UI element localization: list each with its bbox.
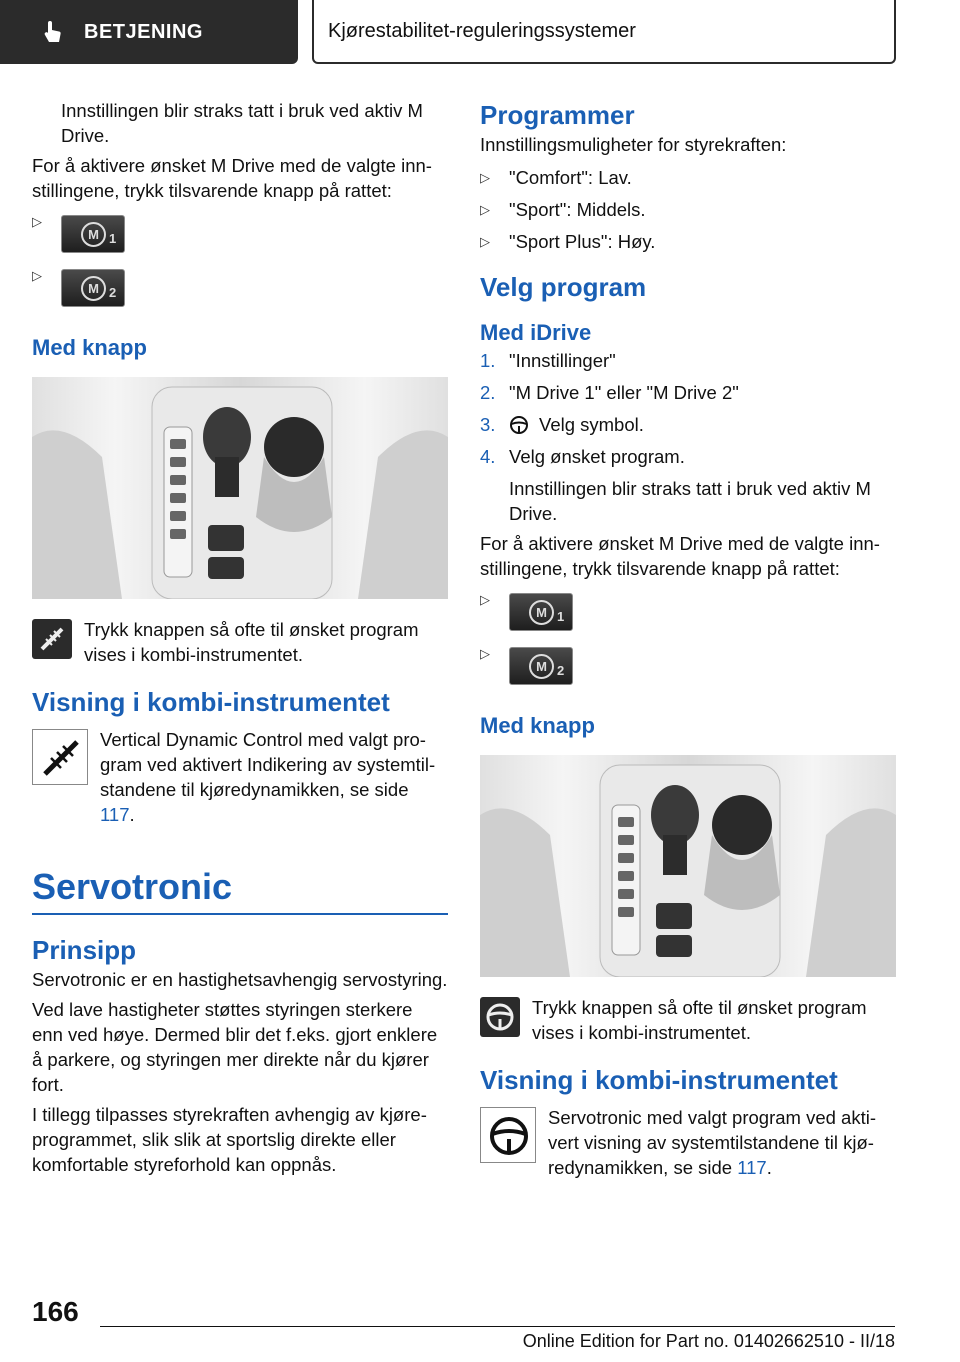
steering-wheel-icon <box>480 997 520 1037</box>
heading-principle: Prinsipp <box>32 935 137 965</box>
paragraph: Servotronic er en hastighetsavhengig servostyring. <box>32 969 448 990</box>
step-item: 3. Velg symbol. <box>480 414 644 435</box>
left-column <box>32 98 448 1182</box>
step-item: 1. "Innstillinger" <box>480 350 616 371</box>
page-link[interactable]: 117 <box>100 804 130 825</box>
triangle-bullet-icon: ▷ <box>480 170 490 185</box>
m1-button-item <box>32 215 448 253</box>
heading-with-button: Med knapp <box>32 335 147 360</box>
section-tab <box>0 0 298 64</box>
note-press-button <box>32 617 448 667</box>
m1-button-icon: M 1 <box>509 593 573 631</box>
paragraph: I tillegg tilpasses styrekraften avhengig av kjøreprogrammet, slik slik at sportslig direkte eller komfortable styreforhold kan oppnås. <box>32 1104 427 1175</box>
m1-button-item <box>480 593 896 631</box>
list-item: ▷ "Sport": Middels. <box>480 199 646 220</box>
center-console-photo <box>32 377 448 599</box>
m2-button-icon: M 2 <box>61 269 125 307</box>
paragraph: For å aktivere ønsket M Drive med de valgte innstillingene, trykk tilsvarende knapp på rattet: <box>32 155 432 201</box>
heading-idrive: Med iDrive <box>480 320 592 345</box>
heading-select-program: Velg program <box>480 272 647 302</box>
note-press-button <box>480 995 896 1045</box>
m2-button-item <box>32 269 448 307</box>
hand-icon <box>40 19 66 45</box>
footer-rule <box>100 1326 895 1327</box>
suspension-icon <box>32 729 88 785</box>
paragraph: Innstillingsmuligheter for styrekraften: <box>480 134 787 155</box>
paragraph: For å aktivere ønsket M Drive med de valgte innstillingene, trykk tilsvarende knapp på rattet: <box>480 533 880 579</box>
triangle-bullet-icon: ▷ <box>480 202 490 217</box>
triangle-bullet-icon: ▷ <box>480 592 490 607</box>
paragraph: Ved lave hastigheter støttes styringen sterkere enn ved høye. Dermed blir det f.eks. gjort enklere å parkere, og styringen mer direkte når du kjører fort. <box>32 999 438 1095</box>
steering-wheel-icon <box>509 415 529 435</box>
triangle-bullet-icon: ▷ <box>32 214 42 229</box>
heading-with-button: Med knapp <box>480 713 595 738</box>
m2-button-icon: M 2 <box>509 647 573 685</box>
triangle-bullet-icon: ▷ <box>32 268 42 283</box>
step-item: 2. "M Drive 1" eller "M Drive 2" <box>480 382 739 403</box>
triangle-bullet-icon: ▷ <box>480 234 490 249</box>
list-item: ▷ "Comfort": Lav. <box>480 167 632 188</box>
right-column <box>480 98 896 1185</box>
section-label: BETJENING <box>84 20 203 43</box>
page-link[interactable]: 117 <box>737 1157 767 1178</box>
note-text: Trykk knappen så ofte til ønsket program vises i kombi-instrumentet. <box>84 619 419 665</box>
step-item: 4. Velg ønsket program. <box>480 446 685 467</box>
m2-button-item <box>480 647 896 685</box>
note-text: Trykk knappen så ofte til ønsket program vises i kombi-instrumentet. <box>532 997 867 1043</box>
m1-button-icon: M 1 <box>61 215 125 253</box>
heading-servotronic: Servotronic <box>32 866 233 907</box>
page-number: 166 <box>32 1296 79 1327</box>
page-header <box>0 0 960 66</box>
heading-display: Visning i kombi-instrumentet <box>480 1065 838 1095</box>
heading-display: Visning i kombi-instrumentet <box>32 687 390 717</box>
center-console-photo <box>480 755 896 977</box>
note-text: Servotronic med valgt program ved aktivert visning av systemtilstandene til kjøredynamikken, se side 117. <box>548 1107 877 1178</box>
paragraph: Innstillingen blir straks tatt i bruk ved aktiv M Drive. <box>61 100 423 146</box>
chapter-title: Kjørestabilitet-reguleringssystemer <box>312 0 896 64</box>
page-footer <box>0 1296 960 1362</box>
note-text: Vertical Dynamic Control med valgt program ved aktivert Indikering av systemtilstandene til kjøredynamikken, se side 117. <box>100 729 436 825</box>
edition-text: Online Edition for Part no. 01402662510 - II/18 <box>522 1331 895 1351</box>
triangle-bullet-icon: ▷ <box>480 646 490 661</box>
note-display <box>480 1105 896 1180</box>
steering-wheel-icon <box>480 1107 536 1163</box>
heading-rule <box>32 913 448 915</box>
paragraph: Innstillingen blir straks tatt i bruk ved aktiv M Drive. <box>509 478 871 524</box>
heading-programs: Programmer <box>480 100 635 130</box>
list-item: ▷ "Sport Plus": Høy. <box>480 231 656 252</box>
suspension-icon <box>32 619 72 659</box>
note-display <box>32 727 448 827</box>
